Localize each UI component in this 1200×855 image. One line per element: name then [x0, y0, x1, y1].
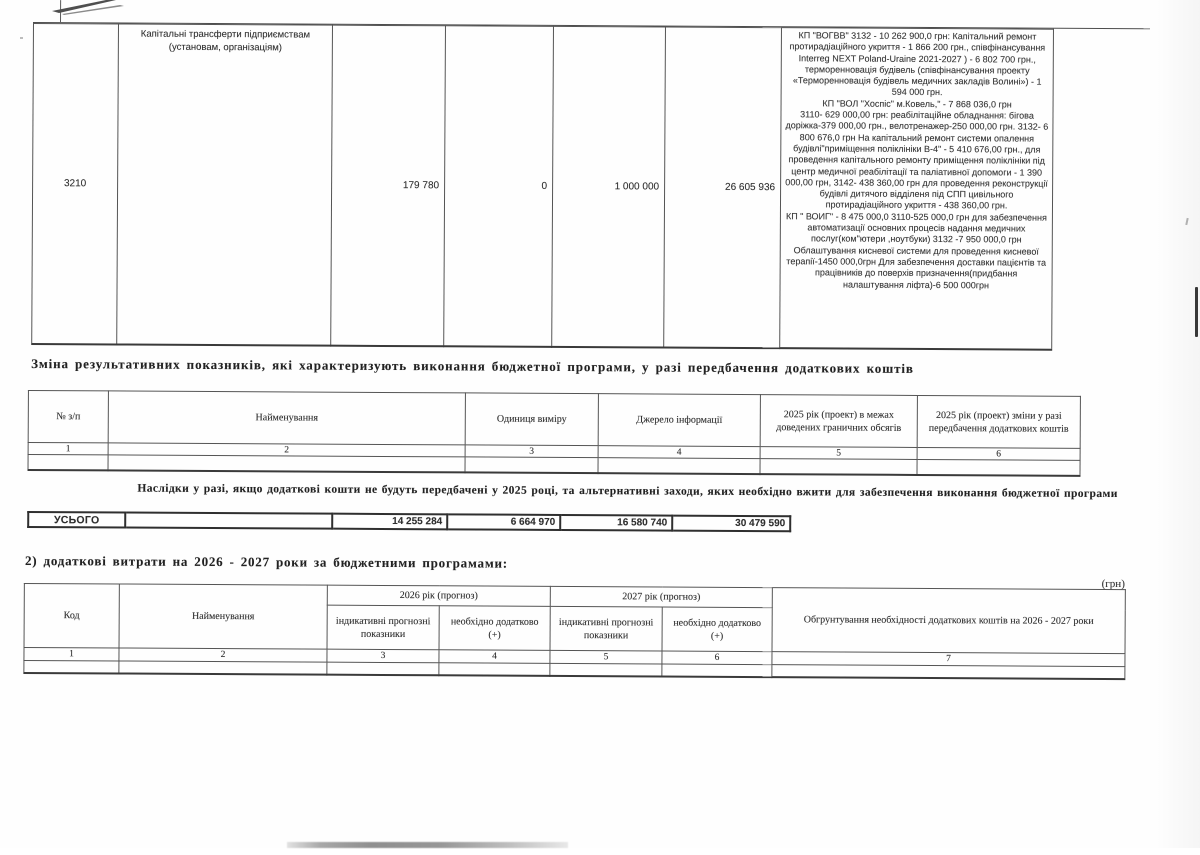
code-cell: 3210	[32, 24, 119, 344]
section-heading-additional-costs: 2) додаткові витрати на 2026 - 2027 роки за бюджетними програмами:	[24, 552, 509, 571]
table-row	[28, 512, 790, 531]
section-heading-change-indicators: Зміна результативних показників, які характеризують виконання бюджетної програми, у разі передбачення додаткових коштів	[31, 355, 914, 376]
column-header: 2025 рік (проект) в межах доведених граничних обсягів	[760, 395, 917, 448]
value-cell: 1 000 000	[552, 26, 666, 347]
column-number: 4	[598, 446, 760, 459]
table-row	[32, 24, 1054, 350]
column-header: Найменування	[108, 391, 465, 445]
total-value: 14 255 284	[332, 514, 447, 530]
value-cell: 0	[444, 26, 554, 347]
column-header: № з/п	[28, 390, 108, 442]
column-number: 6	[917, 447, 1080, 460]
sub-header-indicative-2026: індикативні прогнозні показники	[327, 605, 439, 650]
column-number: 7	[772, 652, 1125, 667]
column-header-justification: Обгрунтування необхідності додаткових коштів на 2026 - 2027 роки	[772, 588, 1125, 654]
column-number: 2	[108, 443, 465, 457]
total-value: 30 479 590	[672, 516, 790, 532]
column-header-name: Найменування	[119, 584, 327, 649]
column-number: 6	[662, 651, 772, 665]
sub-header-indicative-2027: індикативні прогнозні показники	[550, 606, 662, 651]
column-number: 2	[119, 648, 327, 662]
value-cell: 179 780	[331, 25, 446, 346]
details-paragraph: КП " ВОИГ" - 8 475 000,0 3110-525 000,0 грн для забезпечення автоматизації основних процесів надання медичних послуг(ком"ютери ,ноутбуки) 3132 -7 950 000,0 грн Облаштування кисневої системи для проведення кисневої терапії-1450 000,0грн Для забезпечення доставки пацієнтів та працівників до поверхів призначення(придбання налаштування ліфта)-6 500 000грн	[785, 210, 1047, 290]
column-number: 5	[760, 447, 917, 460]
column-number: 1	[28, 442, 108, 454]
paper-edge-shading	[1155, 0, 1200, 848]
scan-bottom-artifact-bar	[287, 842, 568, 848]
additional-costs-table	[23, 583, 1125, 680]
result-indicators-table	[28, 390, 1081, 476]
value-cell: 26 605 936	[664, 27, 782, 348]
column-number: 5	[550, 650, 662, 664]
empty-cell	[125, 513, 332, 529]
scan-speck	[20, 37, 23, 39]
details-paragraph: 3110- 629 000,00 грн: реабілітаційне обладнання: бігова доріжка-379 000,00 грн., велотренажер-250 000,00 грн. 3132- 6 800 676,0 грн На капітальний ремонт системи опалення будівлі"приміщення поліклініки В-4" - 5 410 676,00 грн., для проведення капітального ремонту приміщення поліклініки під центр медичної реабілітації та паліативної допомоги - 1 390 000,00 грн, 3142- 438 360,00 грн для проведення реконструкції будівлі дитячого відділеня під СПП цивільного протирадіаційного укриття - 438 360,00 грн.	[785, 109, 1049, 211]
total-value: 6 664 970	[447, 514, 560, 530]
column-number: 3	[327, 649, 439, 663]
scan-corner-fold-mark	[50, 0, 128, 16]
details-paragraph: КП "ВОЛ "Хоспіс" м.Ковель," - 7 868 036,0 грн	[822, 98, 1012, 110]
sub-header-additional-2026: необхідно додатково (+)	[439, 606, 550, 651]
details-cell	[780, 28, 1054, 350]
section-heading-consequences: Наслідки у разі, якщо додаткові кошти не будуть передбачені у 2025 році, та альтернативні заходи, яких необхідно вжити для забезпечення виконання бюджетної програми	[137, 482, 1118, 501]
total-value: 16 580 740	[560, 515, 672, 531]
totals-row	[27, 511, 791, 532]
sub-header-additional-2027: необхідно додатково (+)	[662, 607, 772, 652]
column-number: 3	[465, 445, 598, 458]
column-header: Одиниця виміру	[465, 393, 598, 446]
currency-note: (грн)	[1101, 577, 1125, 591]
header-row	[28, 390, 1080, 448]
totals-label: УСЬОГО	[28, 512, 125, 528]
column-header: Джерело інформації	[598, 394, 760, 447]
group-header-2027: 2027 рік (прогноз)	[550, 586, 772, 607]
column-number: 1	[24, 647, 119, 661]
column-number: 4	[439, 650, 550, 664]
group-header-2026: 2026 рік (прогноз)	[327, 585, 550, 606]
column-header-code: Код	[24, 583, 119, 648]
column-header: 2025 рік (проект) зміни у разі передбачення додаткових коштів	[917, 395, 1080, 448]
expenditure-table-continued	[31, 23, 1054, 350]
details-paragraph: КП "ВОГВВ" 3132 - 10 262 900,0 грн: Капітальний ремонт протирадіаційного укриття - 1 866 200 грн., співфінансування Interreg NEXT Poland-Uraine 2021-2027 ) - 6 802 700 грн., терморенновація будівель (співфінансування проекту «Терморенновація будівель медичних закладів Волині») - 1 594 000 грн.	[789, 30, 1046, 98]
name-cell: Капітальні трансферти підприємствам (установам, організаціям)	[117, 24, 333, 345]
